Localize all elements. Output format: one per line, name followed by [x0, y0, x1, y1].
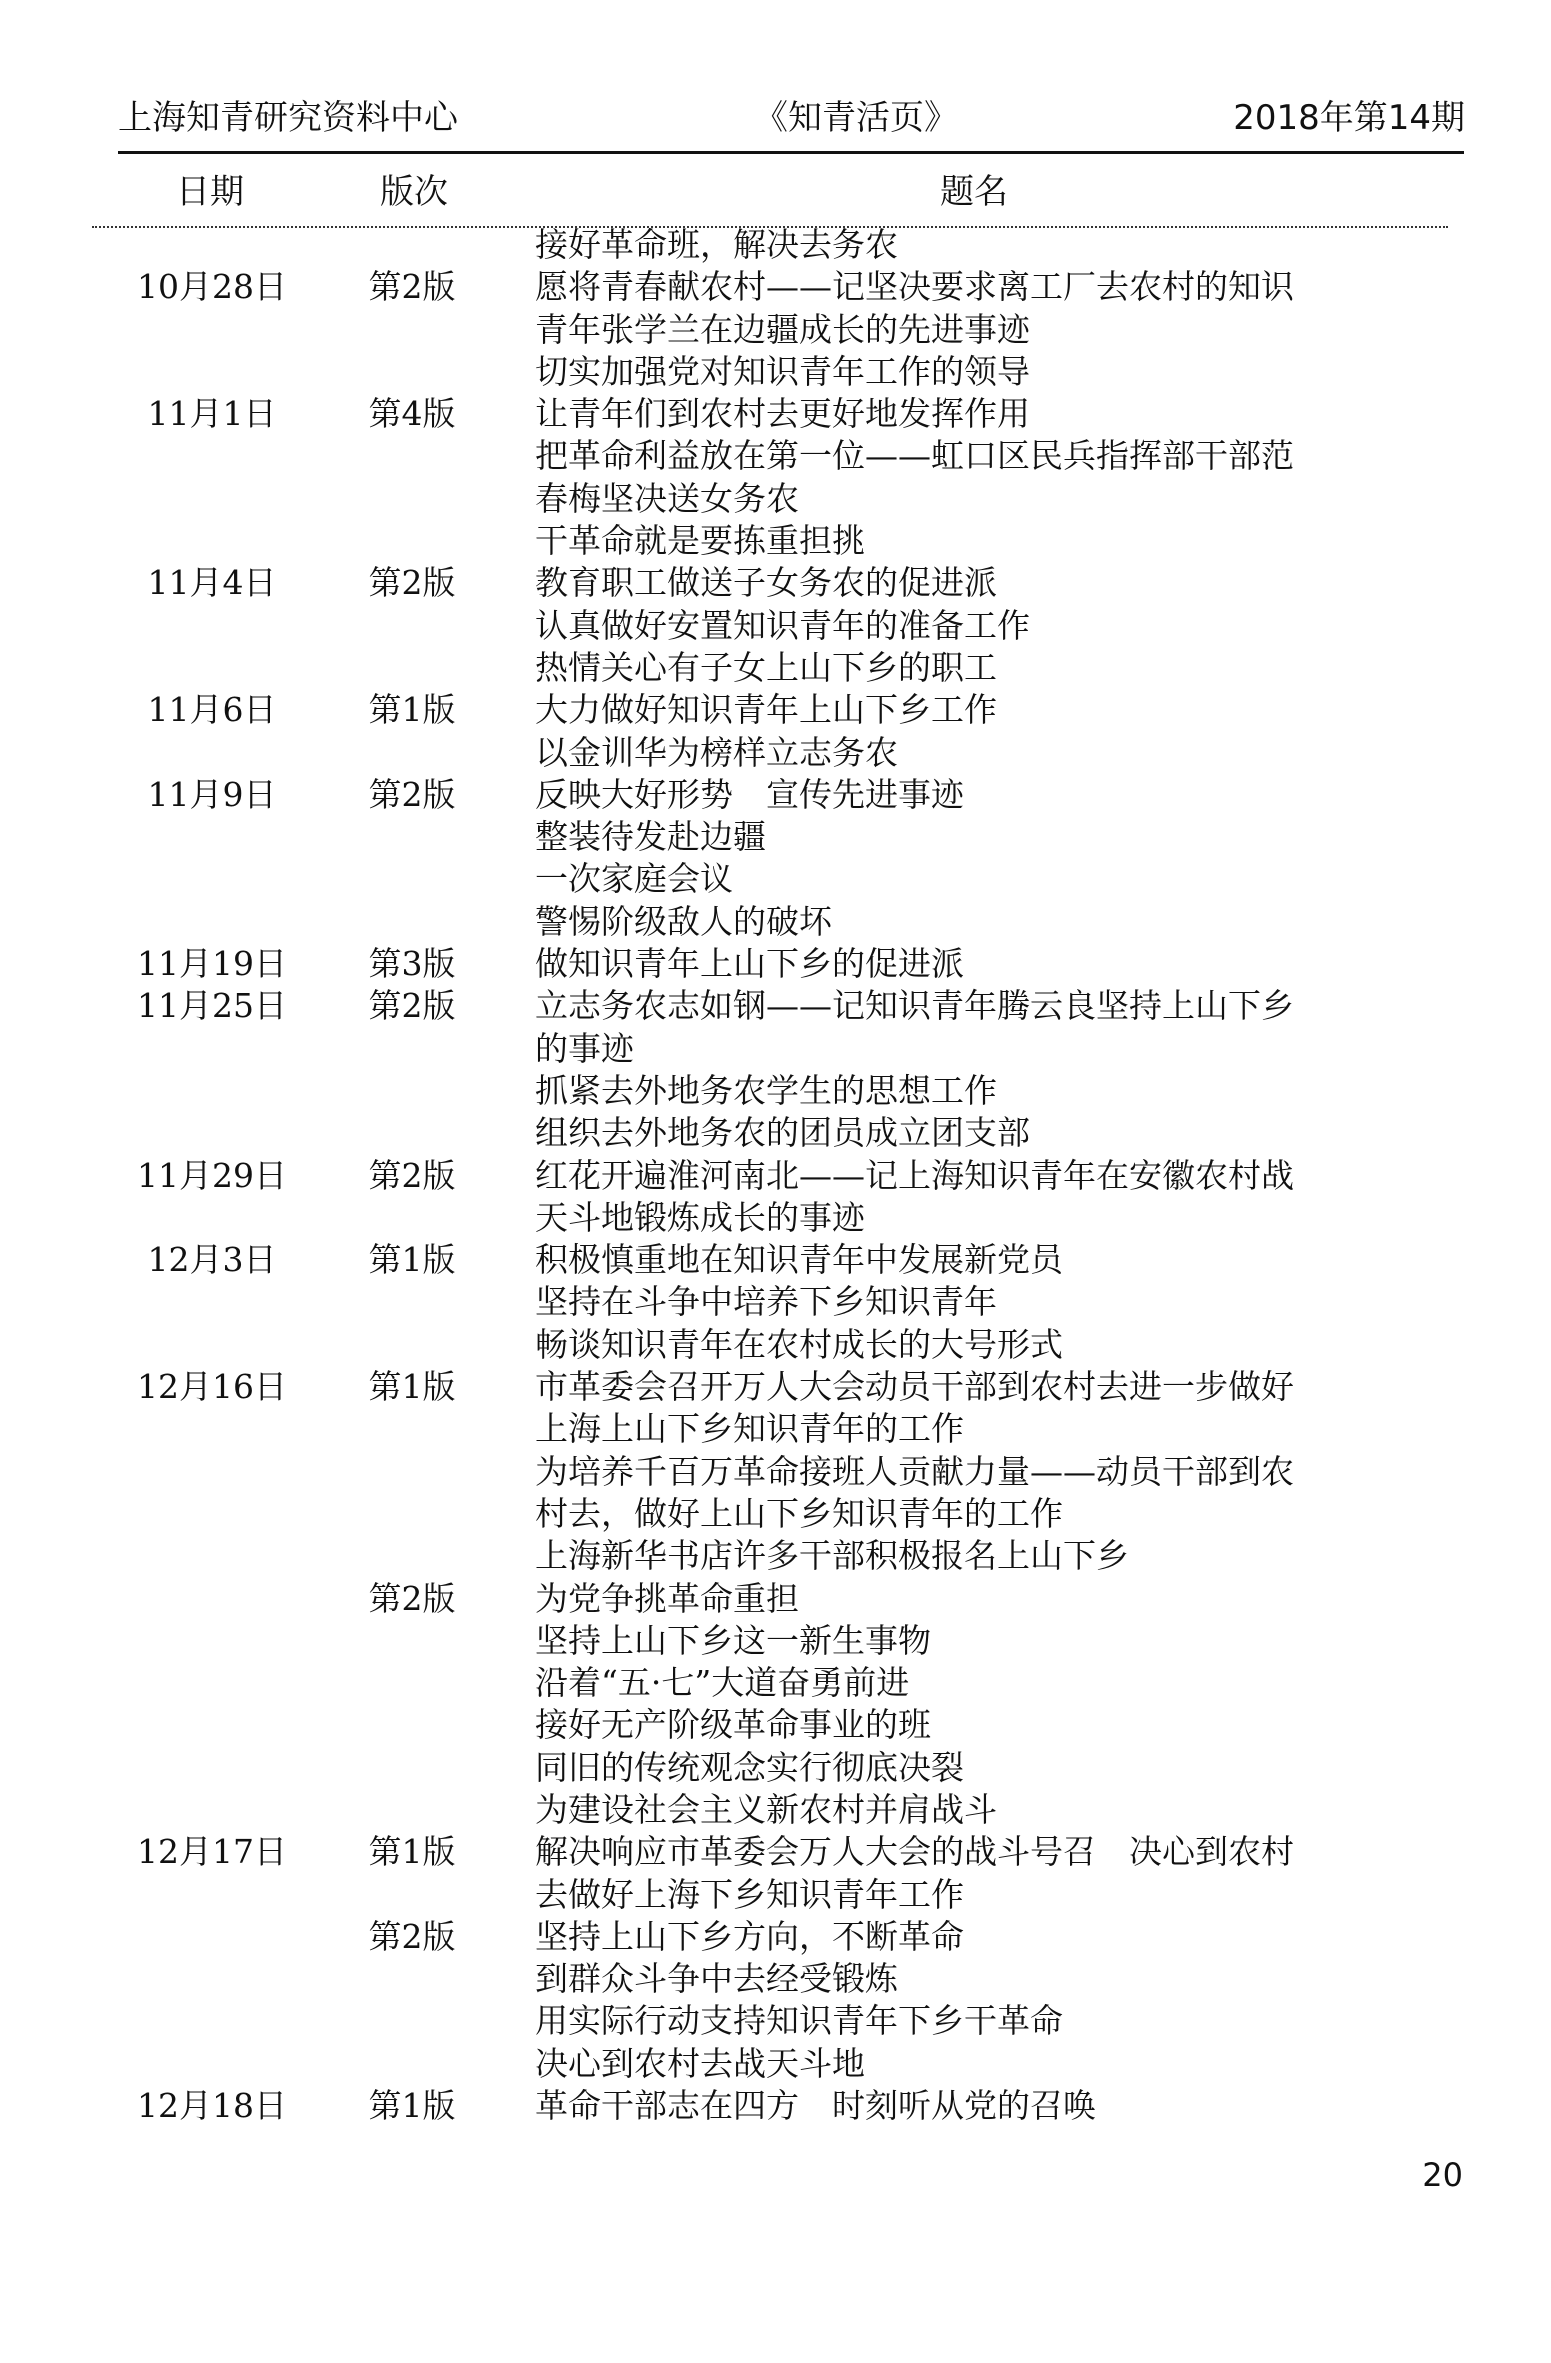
row-date: 11月4日: [147, 563, 277, 603]
row-title: 去做好上海下乡知识青年工作: [535, 1874, 964, 1914]
table-row: [0, 266, 1551, 308]
row-date: 12月3日: [147, 1240, 277, 1280]
row-title: 坚持上山下乡这一新生事物: [535, 1620, 931, 1660]
table-row: [0, 2043, 1551, 2085]
table-row: [0, 1916, 1551, 1958]
row-edition: 第2版: [368, 774, 456, 814]
table-row: [0, 901, 1551, 943]
row-title: 教育职工做送子女务农的促进派: [535, 563, 997, 603]
table-row: [0, 1789, 1551, 1831]
row-title: 春梅坚决送女务农: [535, 478, 799, 518]
row-title: 天斗地锻炼成长的事迹: [535, 1197, 865, 1237]
row-title: 切实加强党对知识青年工作的领导: [535, 351, 1030, 391]
table-row: [0, 1874, 1551, 1916]
row-title: 把革命利益放在第一位——虹口区民兵指挥部干部范: [535, 436, 1294, 476]
row-title: 坚持在斗争中培养下乡知识青年: [535, 1282, 997, 1322]
row-edition: 第2版: [368, 1578, 456, 1618]
row-title: 接好无产阶级革命事业的班: [535, 1705, 931, 1745]
table-row: [0, 774, 1551, 816]
table-row: [0, 2000, 1551, 2042]
row-title: 上海新华书店许多干部积极报名上山下乡: [535, 1536, 1129, 1576]
table-row: [0, 1112, 1551, 1154]
table-row: [0, 224, 1551, 266]
table-row: [0, 2085, 1551, 2127]
table-row: [0, 1662, 1551, 1704]
column-header-date: 日期: [176, 172, 244, 212]
row-edition: 第2版: [368, 267, 456, 307]
row-title: 的事迹: [535, 1028, 634, 1068]
row-title: 整装待发赴边疆: [535, 817, 766, 857]
row-title: 为培养千百万革命接班人贡献力量——动员干部到农: [535, 1451, 1294, 1491]
row-title: 组织去外地务农的团员成立团支部: [535, 1113, 1030, 1153]
row-date: 11月9日: [147, 774, 277, 814]
row-date: 12月18日: [137, 2086, 287, 2126]
row-title: 到群众斗争中去经受锻炼: [535, 1959, 898, 1999]
row-edition: 第2版: [368, 563, 456, 603]
table-row: [0, 435, 1551, 477]
table-row: [0, 1408, 1551, 1450]
table-row: [0, 1535, 1551, 1577]
table-row: [0, 1070, 1551, 1112]
table-row: [0, 732, 1551, 774]
row-title: 做知识青年上山下乡的促进派: [535, 944, 964, 984]
row-title: 红花开遍淮河南北——记上海知识青年在安徽农村战: [535, 1155, 1294, 1195]
row-edition: 第2版: [368, 1155, 456, 1195]
table-row: [0, 562, 1551, 604]
row-title: 接好革命班，解决去务农: [535, 225, 898, 264]
row-title: 为建设社会主义新农村并肩战斗: [535, 1789, 997, 1829]
row-title: 青年张学兰在边疆成长的先进事迹: [535, 309, 1030, 349]
table-row: [0, 309, 1551, 351]
row-edition: 第4版: [368, 394, 456, 434]
row-title: 让青年们到农村去更好地发挥作用: [535, 394, 1030, 434]
table-row: [0, 647, 1551, 689]
table-row: [0, 1366, 1551, 1408]
row-title: 市革委会召开万人大会动员干部到农村去进一步做好: [535, 1367, 1294, 1407]
row-title: 积极慎重地在知识青年中发展新党员: [535, 1240, 1063, 1280]
table-row: [0, 478, 1551, 520]
row-edition: 第2版: [368, 986, 456, 1026]
row-date: 11月25日: [137, 986, 287, 1026]
row-date: 11月29日: [137, 1155, 287, 1195]
table-row: [0, 943, 1551, 985]
row-title: 立志务农志如钢——记知识青年腾云良坚持上山下乡: [535, 986, 1294, 1026]
header-issue: 2018年第14期: [1233, 98, 1465, 138]
table-row: [0, 1239, 1551, 1281]
row-title: 愿将青春献农村——记坚决要求离工厂去农村的知识: [535, 267, 1294, 307]
row-title: 热情关心有子女上山下乡的职工: [535, 647, 997, 687]
table-row: [0, 1155, 1551, 1197]
row-title: 解决响应市革委会万人大会的战斗号召 决心到农村: [535, 1832, 1294, 1872]
header-rule: [118, 151, 1464, 154]
table-row: [0, 1831, 1551, 1873]
row-edition: 第1版: [368, 2086, 456, 2126]
row-title: 革命干部志在四方 时刻听从党的召唤: [535, 2086, 1096, 2126]
row-title: 用实际行动支持知识青年下乡干革命: [535, 2001, 1063, 2041]
table-row: [0, 1493, 1551, 1535]
table-row: [0, 1324, 1551, 1366]
row-edition: 第2版: [368, 1916, 456, 1956]
table-row: [0, 689, 1551, 731]
row-title: 为党争挑革命重担: [535, 1578, 799, 1618]
table-row: [0, 1451, 1551, 1493]
table-row: [0, 858, 1551, 900]
header-source: 上海知青研究资料中心: [118, 98, 458, 138]
table-row: [0, 1578, 1551, 1620]
table-row: [0, 1281, 1551, 1323]
row-title: 决心到农村去战天斗地: [535, 2043, 865, 2083]
row-title: 干革命就是要拣重担挑: [535, 521, 865, 561]
row-date: 12月16日: [137, 1367, 287, 1407]
row-title: 认真做好安置知识青年的准备工作: [535, 605, 1030, 645]
table-row: [0, 1197, 1551, 1239]
table-row: [0, 605, 1551, 647]
row-edition: 第3版: [368, 944, 456, 984]
row-title: 畅谈知识青年在农村成长的大号形式: [535, 1324, 1063, 1364]
header-publication: 《知青活页》: [754, 98, 958, 138]
row-date: 12月17日: [137, 1832, 287, 1872]
row-edition: 第1版: [368, 1367, 456, 1407]
row-title: 大力做好知识青年上山下乡工作: [535, 690, 997, 730]
column-header-edition: 版次: [380, 172, 448, 212]
row-edition: 第1版: [368, 690, 456, 730]
row-title: 以金训华为榜样立志务农: [535, 732, 898, 772]
table-row: [0, 985, 1551, 1027]
table-row: [0, 351, 1551, 393]
table-row: [0, 1028, 1551, 1070]
row-date: 10月28日: [137, 267, 287, 307]
row-date: 11月1日: [147, 394, 277, 434]
row-date: 11月19日: [137, 944, 287, 984]
row-title: 坚持上山下乡方向，不断革命: [535, 1916, 964, 1956]
row-edition: 第1版: [368, 1832, 456, 1872]
row-date: 11月6日: [147, 690, 277, 730]
row-title: 警惕阶级敌人的破坏: [535, 901, 832, 941]
row-title: 上海上山下乡知识青年的工作: [535, 1409, 964, 1449]
article-index-table: [0, 224, 1551, 2127]
row-title: 抓紧去外地务农学生的思想工作: [535, 1070, 997, 1110]
row-title: 一次家庭会议: [535, 859, 733, 899]
table-row: [0, 520, 1551, 562]
row-title: 同旧的传统观念实行彻底决裂: [535, 1747, 964, 1787]
row-title: 反映大好形势 宣传先进事迹: [535, 774, 964, 814]
row-edition: 第1版: [368, 1240, 456, 1280]
page-number: 20: [1422, 2156, 1463, 2194]
table-row: [0, 1958, 1551, 2000]
row-title: 村去，做好上山下乡知识青年的工作: [535, 1493, 1063, 1533]
column-header-title: 题名: [940, 172, 1008, 212]
table-row: [0, 1747, 1551, 1789]
table-row: [0, 816, 1551, 858]
table-row: [0, 1704, 1551, 1746]
table-row: [0, 1620, 1551, 1662]
row-title: 沿着“五·七”大道奋勇前进: [535, 1663, 910, 1703]
table-row: [0, 393, 1551, 435]
